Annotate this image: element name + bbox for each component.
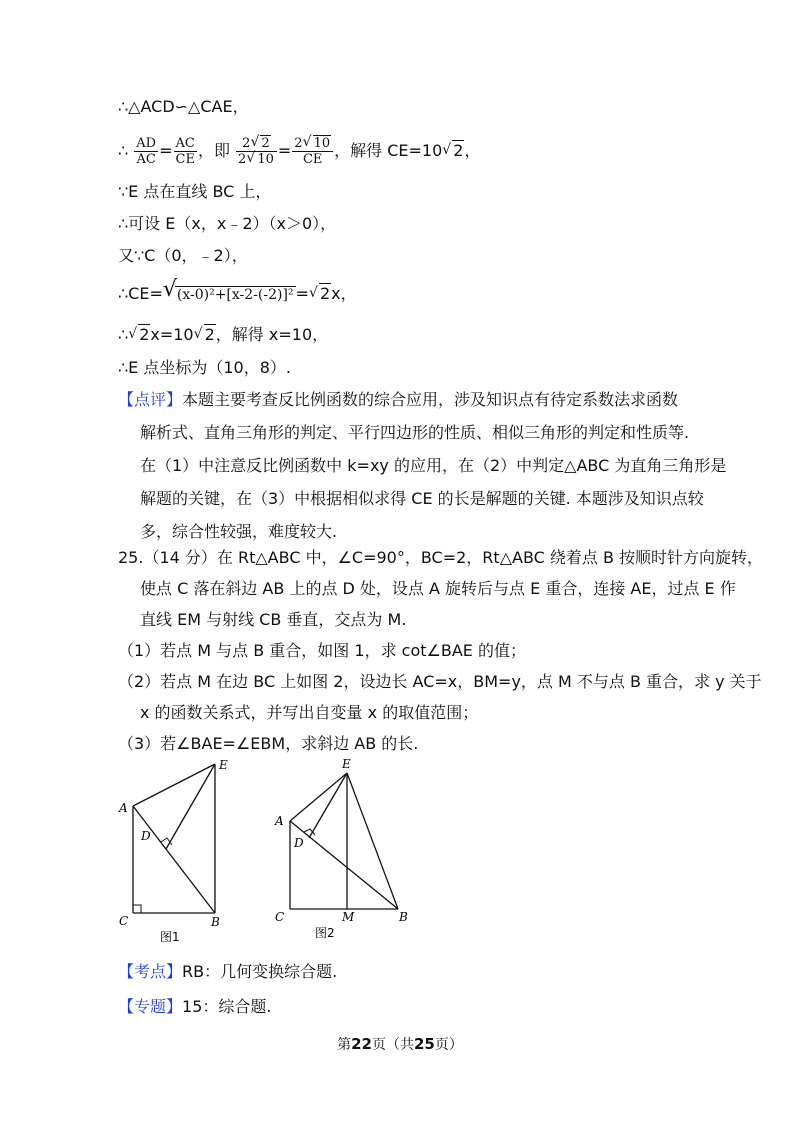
fig1-label-b: B (211, 915, 220, 929)
fig2-label-c: C (275, 910, 285, 924)
fig2-label-b: B (399, 910, 408, 924)
problem-line-2: 使点 C 落在斜边 AB 上的点 D 处，设点 A 旋转后与点 E 重合，连接 AE，过点 E 作 (140, 579, 736, 598)
fig1-right-angle-c (133, 905, 141, 913)
fig2-label-m: M (342, 910, 355, 924)
comment-line-4: 解题的关键，在（3）中根据相似求得 CE 的长是解题的关键. 本题涉及知识点较 (140, 489, 704, 508)
figure-1 (110, 755, 250, 945)
sqrt-expression: √ (x-0)²+[x-2-(-2)]² (163, 283, 296, 306)
fraction-ac-ce: $\frac{AC}{CE}$ (175, 136, 195, 167)
fig1-label-a: A (119, 801, 128, 815)
solution-line-8: ∴E 点坐标为（10，8）. (118, 358, 292, 377)
fig1-label-e: E (219, 758, 228, 772)
solution-line-2: ∴ $\frac{AD}{AC}$ = $\frac{AC}{CE}$ ，即 $\frac{2√ 2}{2√ 10}$ = $\frac{2√ 10}{CE}$ ，解得 CE=10√ 2， (118, 136, 480, 166)
comment-line-5: 多，综合性较强，难度较大. (140, 522, 338, 541)
question-2a: （2）若点 M 在边 BC 上如图 2，设边长 AC=x，BM=y，点 M 不与点 B 重合，求 y 关于 (118, 672, 762, 691)
fraction-2root10-ce: $\frac{2√ 10}{CE}$ (292, 136, 333, 167)
fig1-segment-ab (133, 806, 215, 913)
kaodian-line: 【考点】RB：几何变换综合题. (118, 962, 338, 981)
fig2-label-e: E (342, 757, 351, 771)
question-2b: x 的函数关系式，并写出自变量 x 的取值范围； (140, 703, 479, 722)
solution-line-6: ∴CE=√ (x-0)²+[x-2-(-2)]² =√ 2x， (118, 283, 357, 306)
question-1: （1）若点 M 与点 B 重合，如图 1，求 cot∠BAE 的值； (118, 641, 526, 660)
problem-line-1: 25.（14 分）在 Rt△ABC 中，∠C=90°，BC=2，Rt△ABC 绕着点 B 按顺时针方向旋转， (118, 548, 764, 567)
fig2-label-a: A (275, 814, 284, 828)
comment-line-3: 在（1）中注意反比例函数中 k=xy 的应用，在（2）中判定△ABC 为直角三角形是 (140, 456, 727, 475)
fig2-segment-ae (290, 773, 347, 821)
solution-line-5: 又∵C（0，﹣2）， (118, 246, 248, 265)
solution-line-7: ∴√ 2x=10√ 2，解得 x=10， (118, 324, 328, 346)
fig1-label-c: C (119, 914, 129, 928)
figure-2 (265, 755, 425, 945)
figure-2-svg (265, 755, 425, 945)
fig2-segment-de (309, 773, 347, 838)
comment-line-1: 【点评】本题主要考查反比例函数的综合应用，涉及知识点有待定系数法求函数 (118, 390, 679, 409)
fig1-label-d: D (141, 829, 151, 843)
fig2-caption: 图2 (315, 926, 335, 940)
problem-line-3: 直线 EM 与射线 CB 垂直，交点为 M. (140, 610, 407, 629)
fig2-label-d: D (294, 836, 304, 850)
fig1-caption: 图1 (160, 930, 180, 944)
question-3: （3）若∠BAE=∠EBM，求斜边 AB 的长. (118, 734, 419, 753)
solution-line-1: ∴△ACD∽△CAE， (118, 97, 249, 116)
solution-line-4: ∴可设 E（x，x﹣2）（x＞0）， (118, 214, 337, 233)
page-footer: 第22页（共25页） (337, 1035, 463, 1053)
zhuanti-line: 【专题】15：综合题. (118, 997, 272, 1016)
fraction-ad-ac: $\frac{AD}{AC}$ (136, 136, 157, 167)
comment-line-2: 解析式、直角三角形的判定、平行四边形的性质、相似三角形的判定和性质等. (140, 423, 690, 442)
solution-line-3: ∵E 点在直线 BC 上， (118, 182, 272, 201)
fraction-2root2-2root10: $\frac{2√ 2}{2√ 10}$ (236, 136, 277, 167)
figure-1-svg (110, 755, 250, 945)
